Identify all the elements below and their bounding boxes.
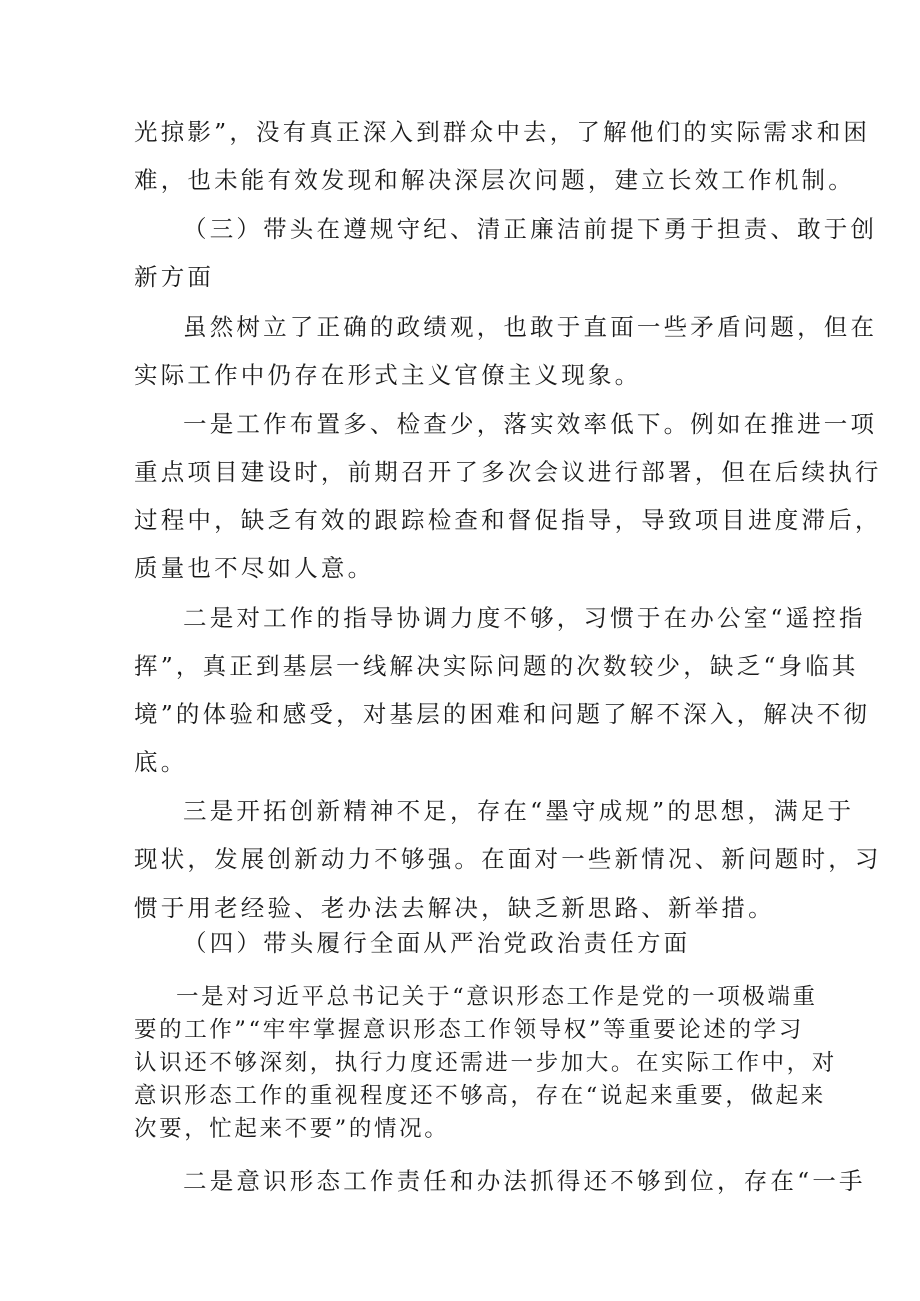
text-line: 质量也不尽如人意。 [134,554,375,582]
text-line: 难，也未能有效发现和解决深层次问题，建立长效工作机制。 [134,166,855,194]
text-line: 实际工作中仍存在形式主义官僚主义现象。 [134,361,642,389]
text-line: 认识还不够深刻，执行力度还需进一步加大。在实际工作中，对 [134,1050,837,1076]
text-line: 要的工作”“牢牢掌握意识形态工作领导权”等重要论述的学习 [134,1017,804,1043]
text-line: 次要，忙起来不要”的情况。 [134,1116,450,1142]
text-line: 挥”，真正到基层一线解决实际问题的次数较少，缺乏“身临其 [134,652,859,680]
text-line: 光掠影”，没有真正深入到群众中去，了解他们的实际需求和困 [134,118,871,146]
text-line: 境”的体验和感受，对基层的困难和问题了解不深入，解决不彻 [134,700,871,728]
heading-line: 新方面 [134,263,215,291]
text-line: 惯于用老经验、老办法去解决，缺乏新思路、新举措。 [134,894,775,922]
text-line: 过程中，缺乏有效的跟踪检查和督促指导，导致项目进度滞后， [134,506,882,534]
text-line: 重点项目建设时，前期召开了多次会议进行部署，但在后续执行 [134,458,882,486]
text-line: 虽然树立了正确的政绩观，也敢于直面一些矛盾问题，但在 [183,313,878,341]
heading-line: （三）带头在遵规守纪、清正廉洁前提下勇于担责、敢于创 [183,215,878,243]
text-line: 一是工作布置多、检查少，落实效率低下。例如在推进一项 [183,410,878,438]
text-line: 底。 [134,748,188,776]
text-line: 二是意识形态工作责任和办法抓得还不够到位，存在“一手 [183,1167,866,1195]
text-line: 二是对工作的指导协调力度不够，习惯于在办公室“遥控指 [183,604,866,632]
text-line: 一是对习近平总书记关于“意识形态工作是党的一项极端重 [176,984,818,1010]
text-line: 现状，发展创新动力不够强。在面对一些新情况、新问题时，习 [134,845,882,873]
text-line: 意识形态工作的重视程度还不够高，存在“说起来重要，做起来 [134,1083,826,1109]
heading-line: （四）带头履行全面从严治党政治责任方面 [183,929,691,957]
text-line: 三是开拓创新精神不足，存在“墨守成规”的思想，满足于 [183,797,855,825]
